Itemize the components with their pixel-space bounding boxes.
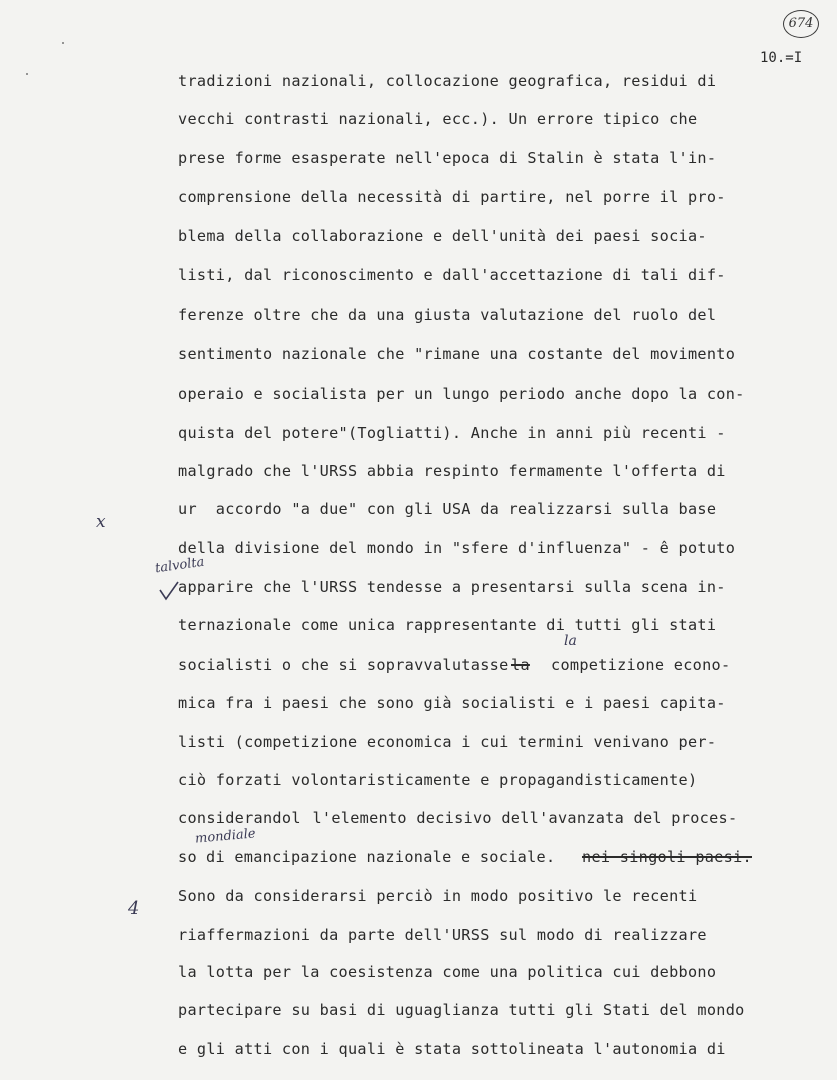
text-line: quista del potere"(Togliatti). Anche in anni più recenti - (178, 424, 726, 442)
handwritten-la: la (564, 633, 577, 649)
text-line: ternazionale come unica rappresentante di tutti gli stati (178, 616, 717, 634)
text-line: della divisione del mondo in "sfere d'influenza" - ê potuto (178, 539, 736, 557)
text-line: vecchi contrasti nazionali, ecc.). Un errore tipico che (178, 110, 698, 128)
text-line: competizione econo- (551, 656, 731, 674)
text-line: operaio e socialista per un lungo periodo anche dopo la con- (178, 385, 745, 403)
text-line: ur accordo "a due" con gli USA da realizzarsi sulla base (178, 500, 717, 518)
text-line: riaffermazioni da parte dell'URSS sul modo di realizzare (178, 926, 707, 944)
handwritten-mondiale: mondiale (194, 826, 257, 847)
struck-phrase: nei singoli paesi. (582, 848, 752, 866)
text-line: prese forme esasperate nell'epoca di Stalin è stata l'in- (178, 149, 717, 167)
text-line: mica fra i paesi che sono già socialisti e i paesi capita- (178, 694, 726, 712)
text-line: listi (competizione economica i cui termini venivano per- (178, 733, 717, 751)
text-line: blema della collaborazione e dell'unità dei paesi socia- (178, 227, 707, 245)
speck (26, 73, 28, 75)
text-line: la lotta per la coesistenza come una politica cui debbono (178, 963, 717, 981)
text-line: so (178, 848, 197, 866)
margin-mark-4: 4 (128, 898, 140, 919)
text-line: comprensione della necessità di partire, nel porre il pro- (178, 188, 726, 206)
text-line: listi, dal riconoscimento e dall'accettazione di tali dif- (178, 266, 726, 284)
text-line: Sono da considerarsi perciò in modo positivo le recenti (178, 887, 698, 905)
archive-number-stamp: 674 (783, 10, 819, 38)
page-number: 10.=I (760, 50, 803, 66)
speck (62, 42, 64, 44)
text-line: tradizioni nazionali, collocazione geografica, residui di (178, 72, 717, 90)
text-line: considerandol (178, 809, 301, 827)
text-line: apparire che l'URSS tendesse a presentarsi sulla scena in- (178, 578, 726, 596)
struck-word: la (511, 656, 530, 674)
text-line: ciò forzati volontaristicamente e propagandisticamente) (178, 771, 698, 789)
margin-mark-x: x (96, 512, 106, 532)
text-line: di emancipazione nazionale e sociale. (206, 848, 556, 866)
text-line: malgrado che l'URSS abbia respinto fermamente l'offerta di (178, 462, 726, 480)
checkmark-icon (158, 580, 180, 602)
text-line: sentimento nazionale che "rimane una costante del movimento (178, 345, 736, 363)
text-line: socialisti o che si sopravvalutasse (178, 656, 509, 674)
text-line: l'elemento decisivo dell'avanzata del proces- (303, 809, 738, 827)
text-line: partecipare su basi di uguaglianza tutti gli Stati del mondo (178, 1001, 745, 1019)
handwritten-talvolta: talvolta (154, 554, 206, 577)
text-line: e gli atti con i quali è stata sottolineata l'autonomia di (178, 1040, 726, 1058)
text-line: ferenze oltre che da una giusta valutazione del ruolo del (178, 306, 717, 324)
